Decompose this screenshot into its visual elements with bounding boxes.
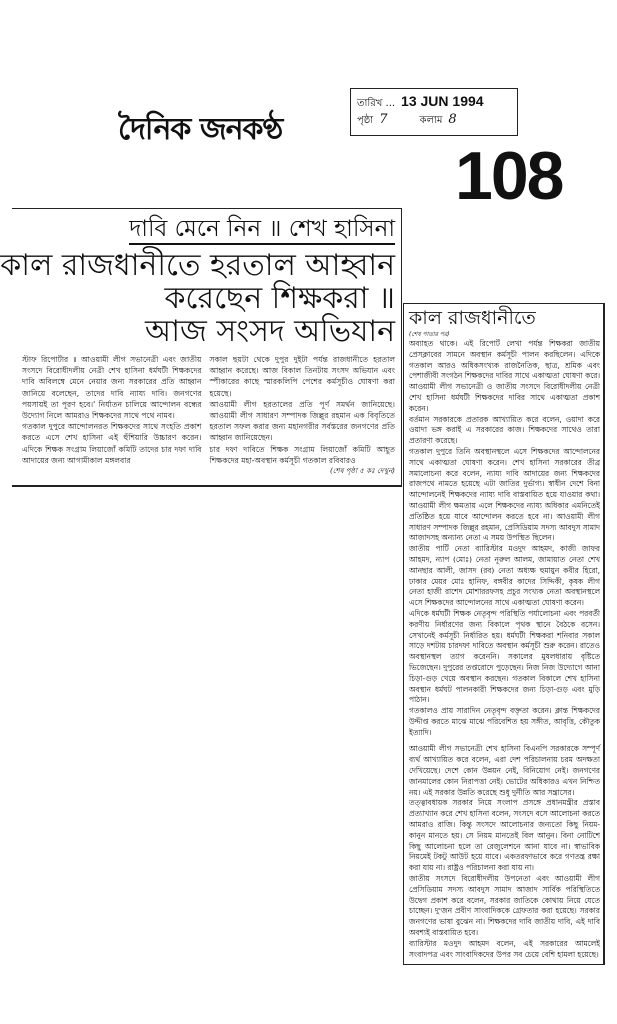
paragraph: এদিকে ধর্মঘটী শিক্ষক নেতৃবৃন্দ পরিস্থিতি পর্যালোচনা এবং পরবর্তী করণীয় নির্ধারণের জন্য বিকালে পৃথক স্থানে বৈঠকে বসেন। সেখানেই কর্মসূচী নির্ধারিত হয়। ধর্মঘটী শিক্ষকরা শনিবার সকাল সাড়ে দশটায় চারদফা দাবিতে অবস্থান কর্মসূচী শুরু করেন। রাতেও অবস্থানস্থল ত্যাগ করেননি। সকালের মুষলধারায় বৃষ্টিতে ভিজেছেন। দুপুরের তপ্তরোদে পুড়েছেন। নিজ নিজ উদ্যোগে আনা চিড়া-গুড় খেয়ে অবস্থান করছেন। গতকাল বিকালে শেখ হাসিনা অবস্থান ধর্মঘট পালনকারী শিক্ষকদের জন্য চিড়া-গুড় এবং মুড়ি পাঠান। — [409, 608, 600, 705]
newspaper-masthead: দৈনিক জনকণ্ঠ — [118, 112, 283, 147]
article-column-1 — [22, 354, 202, 477]
paragraph: বর্তমান সরকারকে প্রতারক আখ্যায়িত করে বলেন, ওয়াদা করে ওয়াদা ভঙ্গ করাই এ সরকারের কাজ। শিক্ষকদের সাথেও তারা প্রতারণা করেছে। — [409, 414, 600, 446]
headline-row-3 — [22, 315, 395, 348]
article-column-2 — [210, 354, 395, 477]
paragraph: সকাল ছয়টা থেকে দুপুর দুইটা পর্যন্ত রাজধানীতে হরতাল আহ্বান করেছে। আজ বিকাল তিনটায় সংসদ অভিযান এবং স্পীকারের কাছে স্মারকলিপি পেশের কর্মসূচীও ঘোষণা করা হয়েছে। — [209, 355, 395, 398]
paragraph: আওয়ামী লীগ হরতালের প্রতি পূর্ণ সমর্থন জানিয়েছে। আওয়ামী লীগ সাধারণ সম্পাদক জিল্লুর রহমান এক বিবৃতিতে হরতাল সফল করার জন্য মহানগরীর সর্বস্তরের জনগণের প্রতি আহ্বান জানিয়েছেন। — [209, 399, 395, 443]
paragraph: গতকালও প্রায় সারাদিন নেতৃবৃন্দ বক্তৃতা করেন। ক্লান্ত শিক্ষকদের উদ্দীপ্ত করতে মাঝে মাঝে পরিবেশিত হয় সঙ্গীত, আবৃত্তি, কৌতুক ইত্যাদি। — [409, 706, 600, 737]
paragraph: ব্যারিস্টার মওদুদ আহমদ বলেন, এই সরকারের আমলেই সংবাদপত্র এবং সাংবাদিকদের উপর সব চেয়ে বেশি হামলা হয়েছে। — [409, 938, 600, 959]
paragraph: জাতীয় সংসদে বিরোধীদলীয় উপনেতা এবং আওয়ামী লীগ প্রেসিডিয়াম সদস্য আবদুস সামাদ আজাদ সার্বিক পরিস্থিতিতে উদ্বেগ প্রকাশ করে বলেন, সরকার জাতিকে কোথায় নিয়ে যেতে চাচ্ছেন। দু'জন প্রবীণ সাংবাদিককে গ্রেফতার করা হয়েছে। সরকার জনগণের ভাষা বুঝেন না। শিক্ষকদের দাবি জাতীয় দাবি, এই দাবি অবশ্যই বাস্তবায়িত হবে। — [409, 874, 600, 938]
headline-line-3: আজ সংসদ অভিযান — [144, 314, 395, 349]
paragraph: অব্যাহত থাকে। এই রিপোর্ট লেখা পর্যন্ত শিক্ষকরা জাতীয় প্রেসক্লাবের সামনে অবস্থান কর্মসূচী পালন করছিলেন। এদিকে গতকাল আরও অধিকসংখ্যক রাজনৈতিক, ছাত্র, শ্রমিক এবং পেশাজীবী সংগঠন শিক্ষকদের দাবির সাথে একাত্মতা ঘোষণা করে। আওয়ামী লীগ সভানেত্রী ও জাতীয় সংসদে বিরোধীদলীয় নেত্রী শেখ হাসিনা ধর্মঘটী শিক্ষকদের দাবির সাথে একাত্মতা প্রকাশ করেন। — [409, 339, 600, 413]
paragraph: স্টাফ রিপোর্টার ॥ আওয়ামী লীগ সভানেত্রী এবং জাতীয় সংসদে বিরোধীদলীয় নেত্রী শেখ হাসিনা ধর্মঘটী শিক্ষকদের দাবি অবিলম্বে মেনে নেয়ার জন্য সরকারের প্রতি আহ্বান জানিয়ে বলেছেন, তাদের দাবি ন্যায্য দাবি। জনগণের পয়সায়ই তা পূরণ হবে।' নির্যাতন চালিয়ে আন্দোলন বন্ধের উদ্যোগ নিলে আমরাও শিক্ষকদের সাথে পথে নামব। — [22, 355, 202, 421]
paragraph: গতকাল দুপুরে আন্দোলনরত শিক্ষকদের সাথে সংহতি প্রকাশ করতে এসে শেখ হাসিনা এই হুঁশিয়ারি উচ্চারণ করেন। এদিকে শিক্ষক সংগ্রাম লিয়াজোঁ কমিটি তাদের চার দফা দাবি আদায়ের জন্য আগামীকাল মঙ্গলবার — [22, 422, 202, 465]
article-kicker: দাবি মেনে নিন ॥ শেখ হাসিনা — [129, 215, 395, 245]
paragraph: চার দফা দাবিতে শিক্ষক সংগ্রাম লিয়াজোঁ কমিটি আহূত শিক্ষকদের মহা-অবস্থান কর্মসূচী গতকাল রবিবারও — [209, 444, 395, 465]
continuation-column — [409, 339, 600, 960]
stamp-column-label: কলাম — [419, 115, 443, 126]
stamp-page-value: 7 — [379, 112, 388, 127]
article-frame — [0, 208, 402, 487]
continuation-subtitle: (শেষ পাতার পর) — [409, 331, 450, 338]
paragraph: জাতীয় পার্টি নেতা ব্যারিস্টার মওদুদ আহমদ, কাজী জাফর আহমদ, ন্যাপ (মোঃ) নেতা নূরুল আলম, জামায়াত নেতা শেখ আনছার আলী, জাসদ (রব) নেতা অধ্যক্ষ হুমায়ুন কবীর হিরো, ঢাকার মেয়র মোঃ হানিফ, বঙ্গবীর কাদের সিদ্দিকী, কৃষক লীগ নেতা হাজী রাশেদ মোশাররফসহ প্রচুর সংখ্যক নেতা অবস্থানস্থলে এসে শিক্ষকদের আন্দোলনের সাথে একাত্মতা ঘোষণা করেন। — [409, 544, 600, 608]
headline-row-2 — [22, 282, 395, 315]
continuation-title: কাল রাজধানীতে — [409, 307, 536, 329]
continuation-frame — [403, 303, 605, 965]
kicker-row — [22, 215, 395, 245]
stamp-date-label: তারিখ ... — [357, 98, 396, 109]
archive-date-stamp — [350, 88, 518, 136]
continued-note: (শেষ পৃষ্ঠা ৫ কঃ দেখুন) — [329, 467, 395, 476]
article-body — [22, 354, 395, 477]
handwritten-file-number: 108 — [455, 138, 563, 214]
paragraph: গতকাল দুপুরে তিনি অবস্থানস্থলে এসে শিক্ষকদের আন্দোলনের সাথে একাত্মতা ঘোষণা করেন। শেখ হাসিনা সরকারের তীব্র সমালোচনা করে বলেন, ন্যায্য দাবি আদায়ের জন্য শিক্ষকদের রাজপথে নামতে হয়েছে এটা জাতির দুর্ভাগ্য। স্বাধীন দেশে বিনা আন্দোলনেই শিক্ষকদের ন্যায্য দাবি বাস্তবায়িত হয়ে যাওয়ার কথা। আওয়ামী লীগ ক্ষমতায় এলে শিক্ষকদের ন্যায্য অধিকার এমনিতেই প্রতিষ্ঠিত হয়ে যাবে আন্দোলন করতে হবে না। আওয়ামী লীগ সাধারণ সম্পাদক জিল্লুর রহমান, প্রেসিডিয়াম সদস্য আবদুস সামাদ আজাদসহ অন্যান্য নেতা এ সময় উপস্থিত ছিলেন। — [409, 446, 600, 543]
headline-row-1 — [0, 248, 395, 283]
stamp-date-value: 13 JUN 1994 — [401, 93, 484, 109]
stamp-page-label: পৃষ্ঠা — [357, 115, 374, 126]
paragraph: তত্ত্বাবধায়ক সরকার নিয়ে সংলাপ প্রসঙ্গে প্রধানমন্ত্রীর প্রস্তাব প্রত্যাখ্যান করে শেখ হাসিনা বলেন, সংসদে বসে আলোচনা করতে আমরাও রাজি। কিন্তু সংসদে আলোচনার জন্যতো কিছু নিয়ম-কানুন মানতে হয়। সে নিয়ম মানতেই বিল আনুন। বিনা নোটিশে কিছু আলোচনা হলে তা রেজুলেশনে আনা যাবে না। স্বাভাবিক নিয়মেই টকটু আউট হয়ে যাবে। একতরফাভাবে করে গণতন্ত্র রক্ষা করা যায় না। রাষ্ট্রও পরিচালনা করা যায় না। — [409, 798, 600, 873]
headline-line-1: কাল রাজধানীতে হরতাল আহ্বান — [0, 248, 395, 283]
stamp-column-value: 8 — [448, 112, 457, 127]
paragraph: আওয়ামী লীগ সভানেত্রী শেখ হাসিনা বিএনপি সরকারকে সম্পূর্ণ ব্যর্থ আখ্যায়িত করে বলেন, এরা দেশ পরিচালনায় চরম অদক্ষতা দেখিয়েছে। দেশে কোন উন্নয়ন নেই, বিনিয়োগ নেই। জনগণের জানমালের কোন নিরাপত্তা নেই। ভোটের অধিকারও এখন নিশ্চিত নয়। এই সরকার উন্নতি করেছে শুধু দুর্নীতি আর সন্ত্রাসের। — [409, 744, 600, 797]
headline-line-2: করেছেন শিক্ষকরা ॥ — [164, 281, 395, 316]
